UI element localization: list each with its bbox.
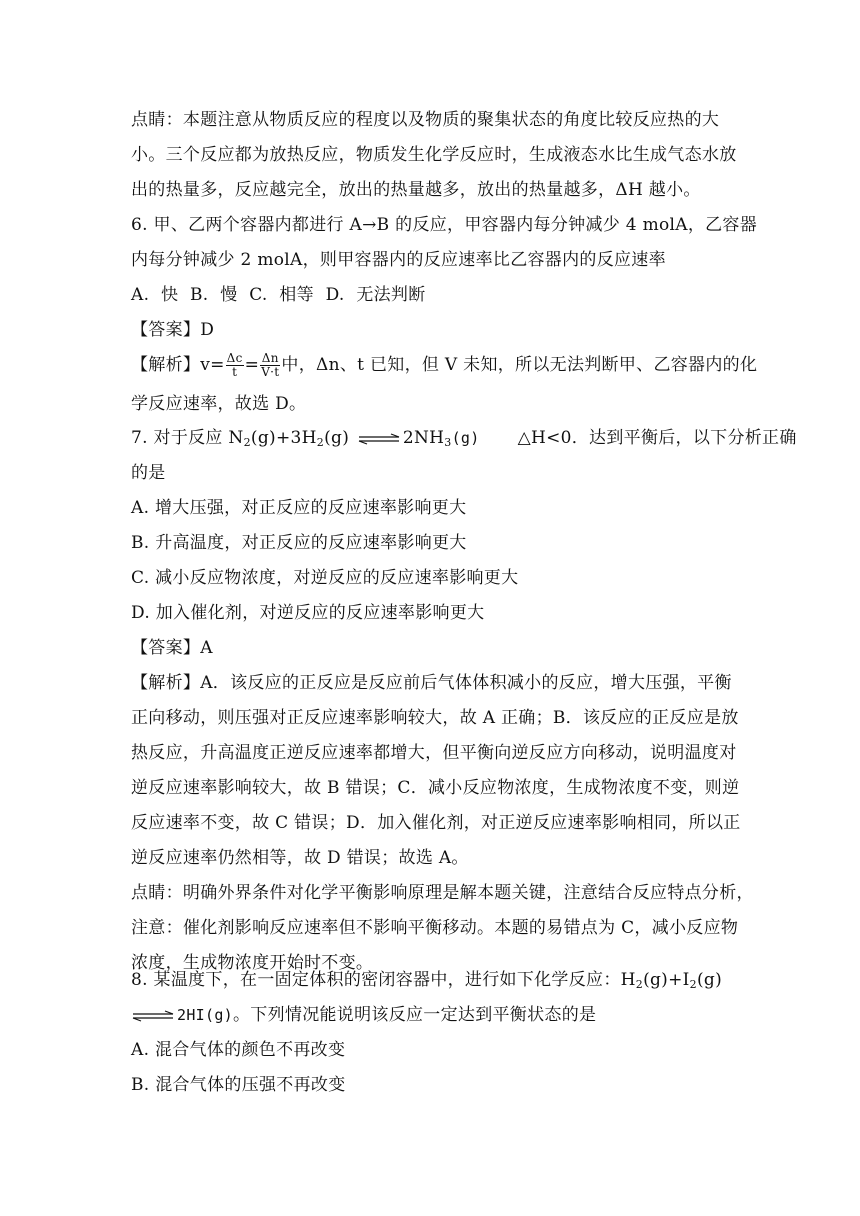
q7-analysis-line-2: 正向移动，则压强对正反应速率影响较大，故 A 正确；B．该反应的正反应是放: [131, 708, 739, 728]
fraction-denominator: V·t: [261, 365, 280, 379]
q7-option-c: C. 减小反应物浓度，对逆反应的反应速率影响更大: [131, 568, 519, 588]
fraction-dn-vt: [260, 352, 280, 379]
note-line-3: 出的热量多，反应越完全，放出的热量越多，放出的热量越多，ΔH 越小。: [131, 180, 701, 200]
q7-note-line-3: 浓度，生成物浓度开始时不变。: [131, 953, 374, 973]
q7-analysis-line-1: 【解析】A．该反应的正反应是反应前后气体体积减小的反应，增大压强，平衡: [131, 673, 732, 693]
q6-stem-line-2: 内每分钟减少 2 molA，则甲容器内的反应速率比乙容器内的反应速率: [131, 250, 666, 270]
subscript: 2: [316, 436, 325, 449]
q6-answer: 【答案】D: [131, 320, 215, 340]
q7-note-line-2: 注意：催化剂影响反应速率但不影响平衡移动。本题的易错点为 C，减小反应物: [131, 918, 739, 938]
q6-analysis-line-1: [131, 350, 757, 380]
q8-stem-line-1: [131, 968, 722, 992]
q8-product: 2HI(g): [177, 1006, 233, 1024]
q8-option-a: A. 混合气体的颜色不再改变: [131, 1040, 346, 1060]
q8-stem-rest: 。下列情况能说明该反应一定达到平衡状态的是: [233, 1005, 597, 1025]
q6-analysis-suffix: 中，Δn、t 已知，但 V 未知，所以无法判断甲、乙容器内的化: [281, 355, 758, 375]
q8-formula-part: (g)+I: [643, 970, 690, 990]
q6-stem-line-1: 6. 甲、乙两个容器内都进行 A→B 的反应，甲容器内每分钟减少 4 molA，乙容器: [131, 215, 758, 235]
q8-stem-prefix: 8. 某温度下，在一固定体积的密闭容器中，进行如下化学反应：H: [131, 970, 636, 990]
q7-option-b: B. 升高温度，对正反应的反应速率影响更大: [131, 533, 467, 553]
q7-analysis-line-6: 逆反应速率仍然相等，故 D 错误；故选 A。: [131, 848, 469, 868]
note-line-1: 点睛：本题注意从物质反应的程度以及物质的聚集状态的角度比较反应热的大: [131, 110, 720, 130]
note-line-2: 小。三个反应都为放热反应，物质发生化学反应时，生成液态水比生成气态水放: [131, 145, 737, 165]
q6-analysis-line-2: 学反应速率，故选 D。: [131, 394, 307, 414]
q6-options: A. 快 B. 慢 C. 相等 D. 无法判断: [131, 285, 426, 305]
fraction-numerator: Δc: [226, 351, 243, 365]
q7-answer: 【答案】A: [131, 638, 213, 658]
subscript: 2: [689, 978, 697, 991]
subscript: 2: [635, 978, 644, 991]
equals-sign: =: [244, 355, 260, 375]
q7-product-state: (g): [451, 429, 480, 447]
q8-option-b: B. 混合气体的压强不再改变: [131, 1075, 346, 1095]
q7-option-a: A. 增大压强，对正反应的反应速率影响更大: [131, 498, 467, 518]
q6-analysis-prefix: 【解析】v=: [131, 355, 225, 375]
subscript: 2: [243, 436, 251, 449]
equilibrium-arrow-icon: [357, 433, 401, 445]
fraction-numerator: Δn: [261, 351, 279, 365]
fraction-denominator: t: [232, 365, 238, 379]
q7-stem-line-1: [131, 426, 797, 450]
q7-stem-prefix: 7. 对于反应 N: [131, 428, 244, 448]
q7-formula-part: (g)+3H: [250, 428, 317, 448]
q7-stem-line-2: 的是: [131, 463, 166, 483]
fraction-dc-t: [226, 352, 244, 379]
q7-analysis-line-3: 热反应，升高温度正逆反应速率都增大，但平衡向逆反应方向移动，说明温度对: [131, 743, 737, 763]
q8-formula-part: (g): [696, 970, 723, 990]
q7-product: 2NH: [402, 428, 445, 448]
q7-note-line-1: 点睛：明确外界条件对化学平衡影响原理是解本题关键，注意结合反应特点分析，: [131, 883, 754, 903]
subscript: 3: [444, 436, 452, 449]
q7-analysis-line-4: 逆反应速率影响较大，故 B 错误；C．减小反应物浓度，生成物浓度不变，则逆: [131, 778, 740, 798]
q7-analysis-line-5: 反应速率不变，故 C 错误；D．加入催化剂，对正逆反应速率影响相同，所以正: [131, 813, 741, 833]
q8-stem-line-2: [131, 1003, 596, 1027]
q7-formula-part: (g): [324, 428, 350, 448]
equilibrium-arrow-icon: [131, 1010, 175, 1022]
q7-option-d: D. 加入催化剂，对逆反应的反应速率影响更大: [131, 603, 485, 623]
q7-enthalpy: △H<0．达到平衡后，以下分析正确: [517, 428, 797, 448]
